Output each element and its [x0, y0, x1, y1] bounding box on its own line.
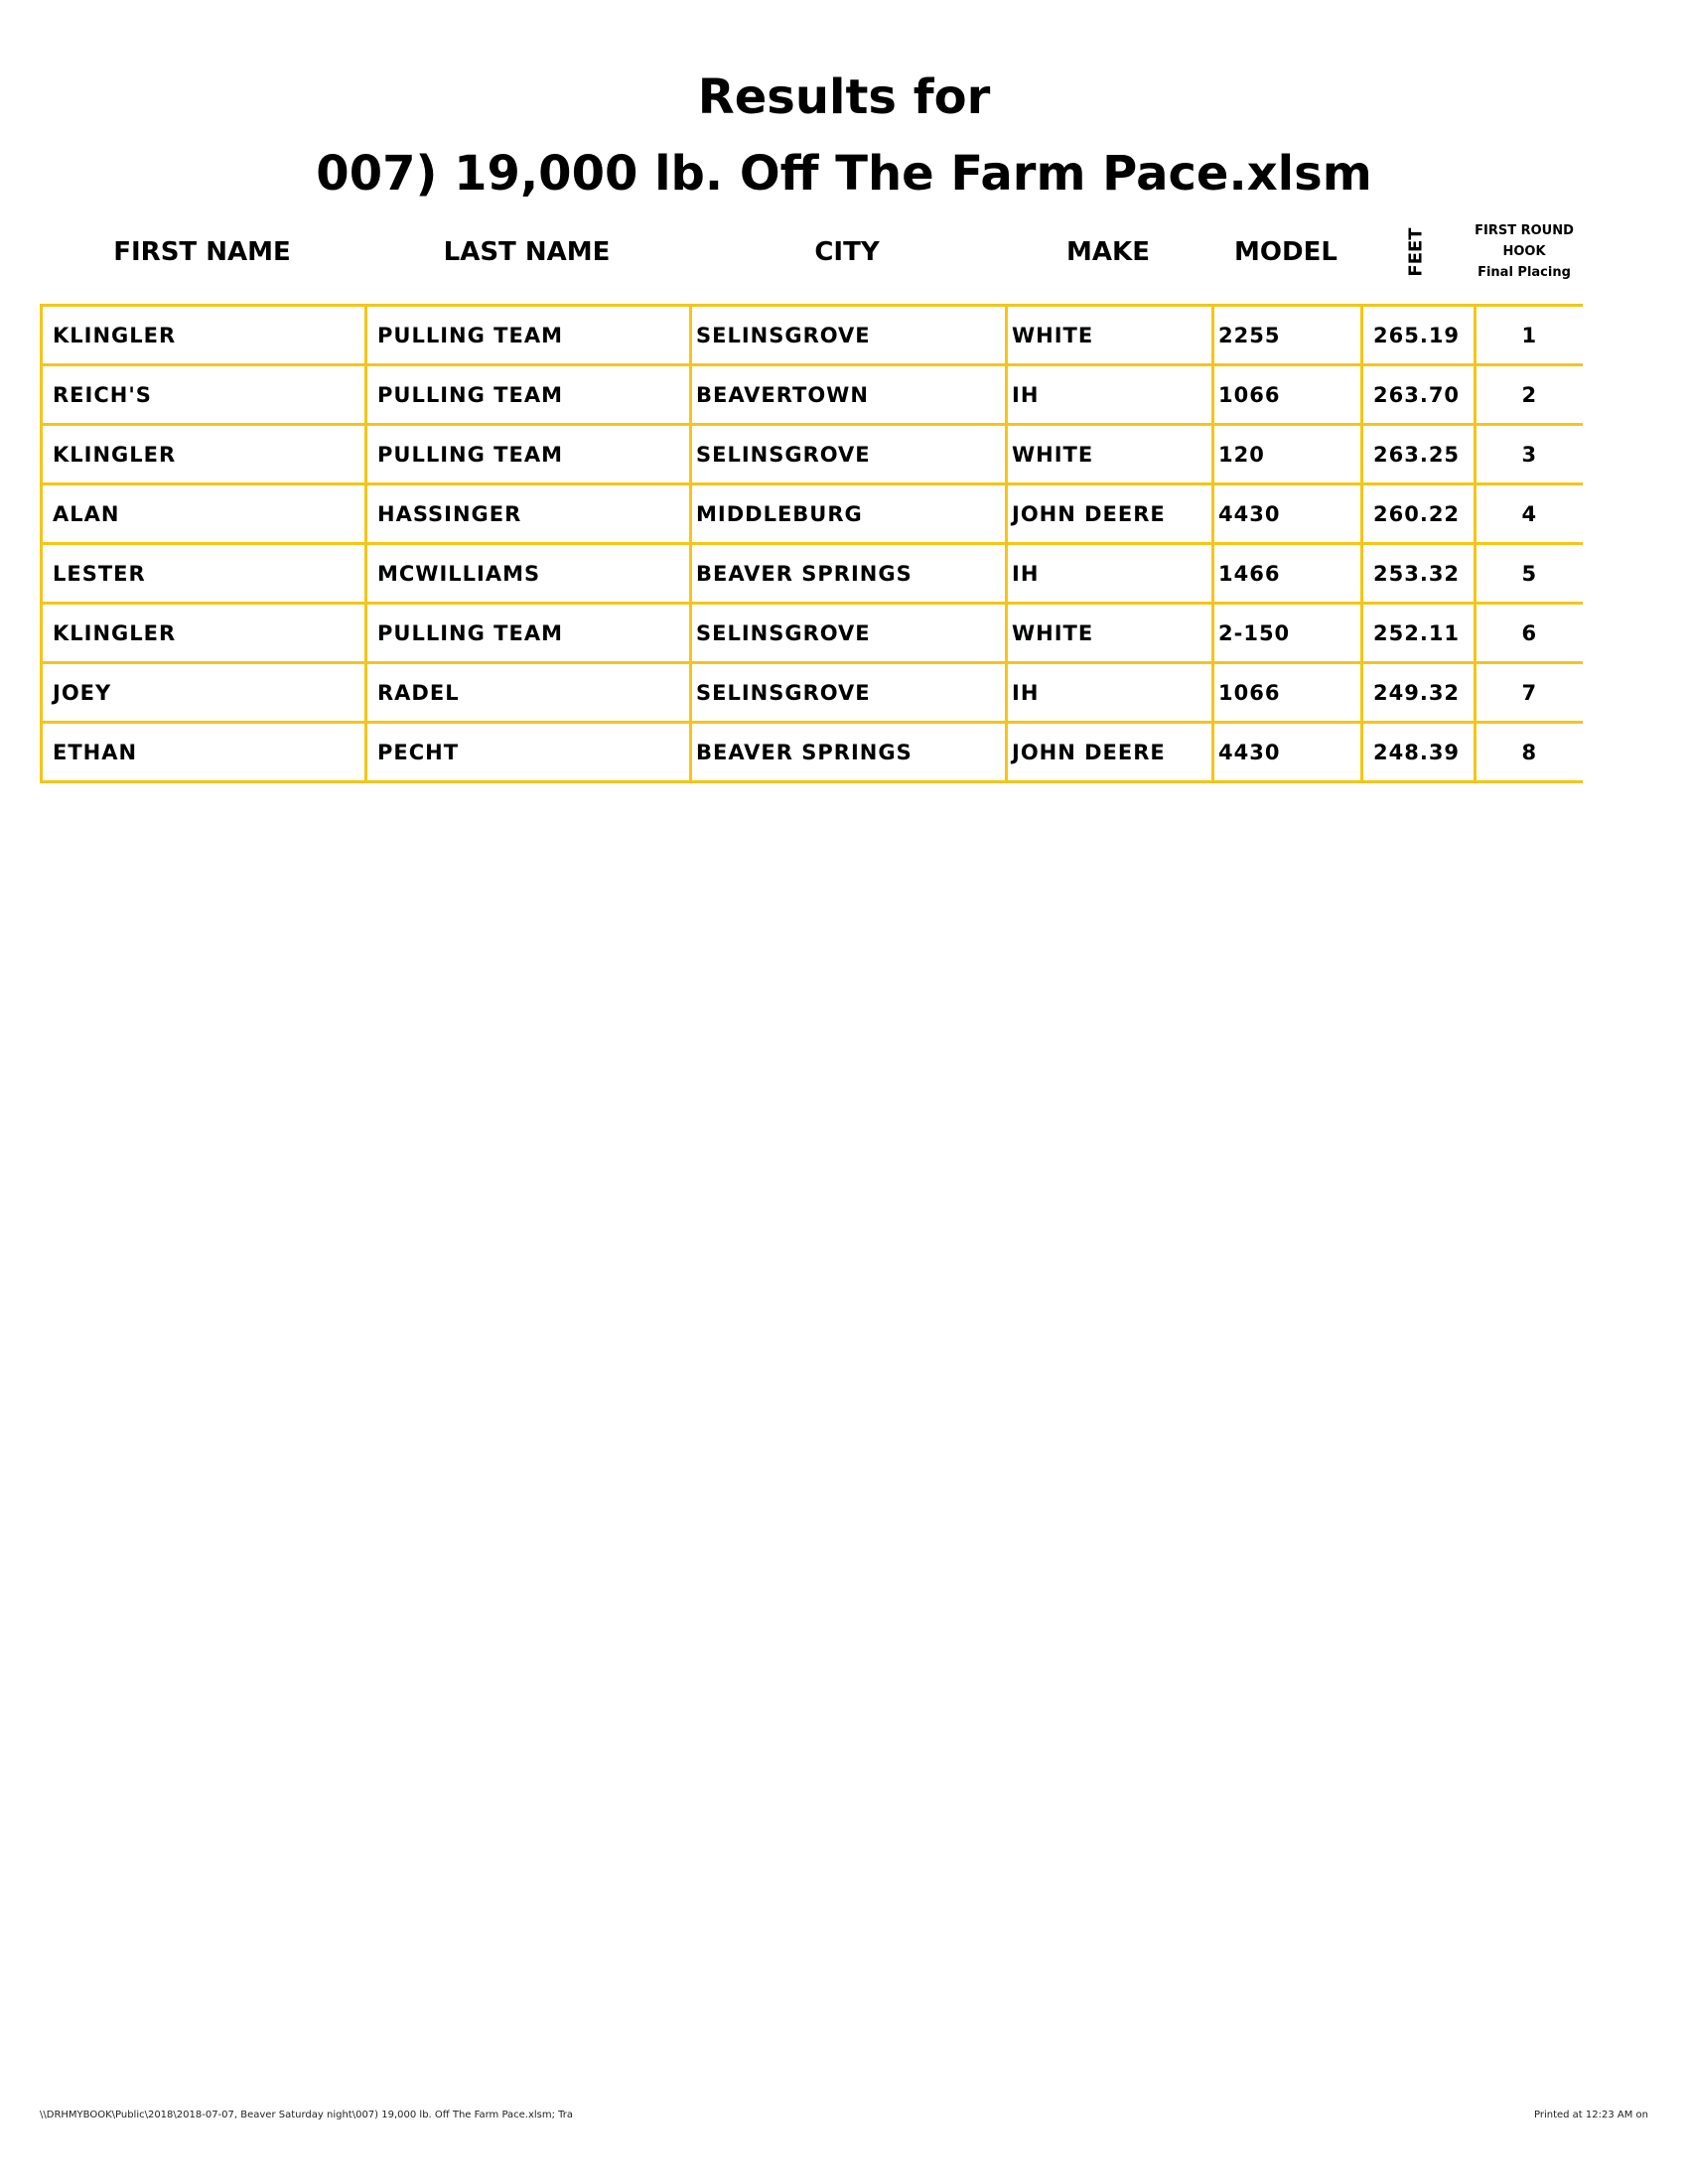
cell-placing: 8: [1476, 723, 1583, 782]
cell-city: SELINSGROVE: [691, 425, 1007, 484]
cell-first-name: REICH'S: [42, 365, 366, 425]
cell-last-name: PULLING TEAM: [366, 306, 691, 365]
cell-make: IH: [1007, 544, 1213, 604]
cell-make: WHITE: [1007, 604, 1213, 663]
table-row: [42, 365, 1583, 425]
table-row: [42, 425, 1583, 484]
cell-model: 1066: [1213, 663, 1362, 723]
cell-model: 4430: [1213, 723, 1362, 782]
cell-model: 2-150: [1213, 604, 1362, 663]
footer-printed: Printed at 12:23 AM on: [1533, 2110, 1648, 2120]
cell-first-name: KLINGLER: [42, 425, 366, 484]
cell-make: JOHN DEERE: [1007, 723, 1213, 782]
header-model: MODEL: [1234, 237, 1337, 267]
cell-city: SELINSGROVE: [691, 663, 1007, 723]
table-row: [42, 663, 1583, 723]
cell-city: MIDDLEBURG: [691, 484, 1007, 544]
header-feet-label: FEET: [1405, 227, 1427, 277]
cell-model: 120: [1213, 425, 1362, 484]
cell-feet: 265.19: [1362, 306, 1476, 365]
cell-first-name: ALAN: [42, 484, 366, 544]
cell-city: SELINSGROVE: [691, 306, 1007, 365]
cell-placing: 2: [1476, 365, 1583, 425]
cell-feet: 252.11: [1362, 604, 1476, 663]
cell-make: IH: [1007, 365, 1213, 425]
cell-placing: 4: [1476, 484, 1583, 544]
cell-first-name: LESTER: [42, 544, 366, 604]
header-last-name: LAST NAME: [443, 237, 611, 267]
cell-feet: 248.39: [1362, 723, 1476, 782]
cell-last-name: RADEL: [366, 663, 691, 723]
cell-feet: 263.70: [1362, 365, 1476, 425]
page-title: Results for: [697, 69, 991, 125]
cell-make: IH: [1007, 663, 1213, 723]
table-row: [42, 306, 1583, 365]
header-first-name: FIRST NAME: [113, 237, 291, 267]
table-row: [42, 484, 1583, 544]
cell-city: SELINSGROVE: [691, 604, 1007, 663]
cell-first-name: ETHAN: [42, 723, 366, 782]
header-feet: [1393, 224, 1439, 280]
cell-make: WHITE: [1007, 425, 1213, 484]
header-placing-line3: Final Placing: [1477, 265, 1571, 280]
cell-feet: 253.32: [1362, 544, 1476, 604]
cell-city: BEAVER SPRINGS: [691, 544, 1007, 604]
cell-first-name: KLINGLER: [42, 604, 366, 663]
header-city: CITY: [814, 237, 880, 267]
cell-feet: 263.25: [1362, 425, 1476, 484]
cell-make: JOHN DEERE: [1007, 484, 1213, 544]
cell-model: 1066: [1213, 365, 1362, 425]
table-row: [42, 723, 1583, 782]
cell-last-name: PULLING TEAM: [366, 425, 691, 484]
header-placing-line1: FIRST ROUND: [1475, 223, 1574, 238]
header-placing: [1456, 220, 1593, 283]
cell-city: BEAVERTOWN: [691, 365, 1007, 425]
cell-placing: 7: [1476, 663, 1583, 723]
cell-first-name: KLINGLER: [42, 306, 366, 365]
cell-last-name: PULLING TEAM: [366, 604, 691, 663]
cell-placing: 6: [1476, 604, 1583, 663]
cell-last-name: PECHT: [366, 723, 691, 782]
header-make: MAKE: [1066, 237, 1150, 267]
cell-model: 2255: [1213, 306, 1362, 365]
cell-model: 4430: [1213, 484, 1362, 544]
cell-placing: 3: [1476, 425, 1583, 484]
cell-last-name: HASSINGER: [366, 484, 691, 544]
cell-last-name: PULLING TEAM: [366, 365, 691, 425]
table-row: [42, 604, 1583, 663]
footer-file-path: \\DRHMYBOOK\Public\2018\2018-07-07, Beaver Saturday night\007) 19,000 lb. Off The Farm Pace.xlsm; Tra: [40, 2110, 574, 2120]
header-placing-line2: HOOK: [1502, 244, 1546, 259]
cell-first-name: JOEY: [42, 663, 366, 723]
cell-placing: 1: [1476, 306, 1583, 365]
cell-feet: 260.22: [1362, 484, 1476, 544]
results-table: [40, 304, 1583, 783]
cell-city: BEAVER SPRINGS: [691, 723, 1007, 782]
cell-last-name: MCWILLIAMS: [366, 544, 691, 604]
cell-placing: 5: [1476, 544, 1583, 604]
cell-make: WHITE: [1007, 306, 1213, 365]
file-title: 007) 19,000 lb. Off The Farm Pace.xlsm: [316, 146, 1372, 202]
cell-feet: 249.32: [1362, 663, 1476, 723]
table-row: [42, 544, 1583, 604]
cell-model: 1466: [1213, 544, 1362, 604]
